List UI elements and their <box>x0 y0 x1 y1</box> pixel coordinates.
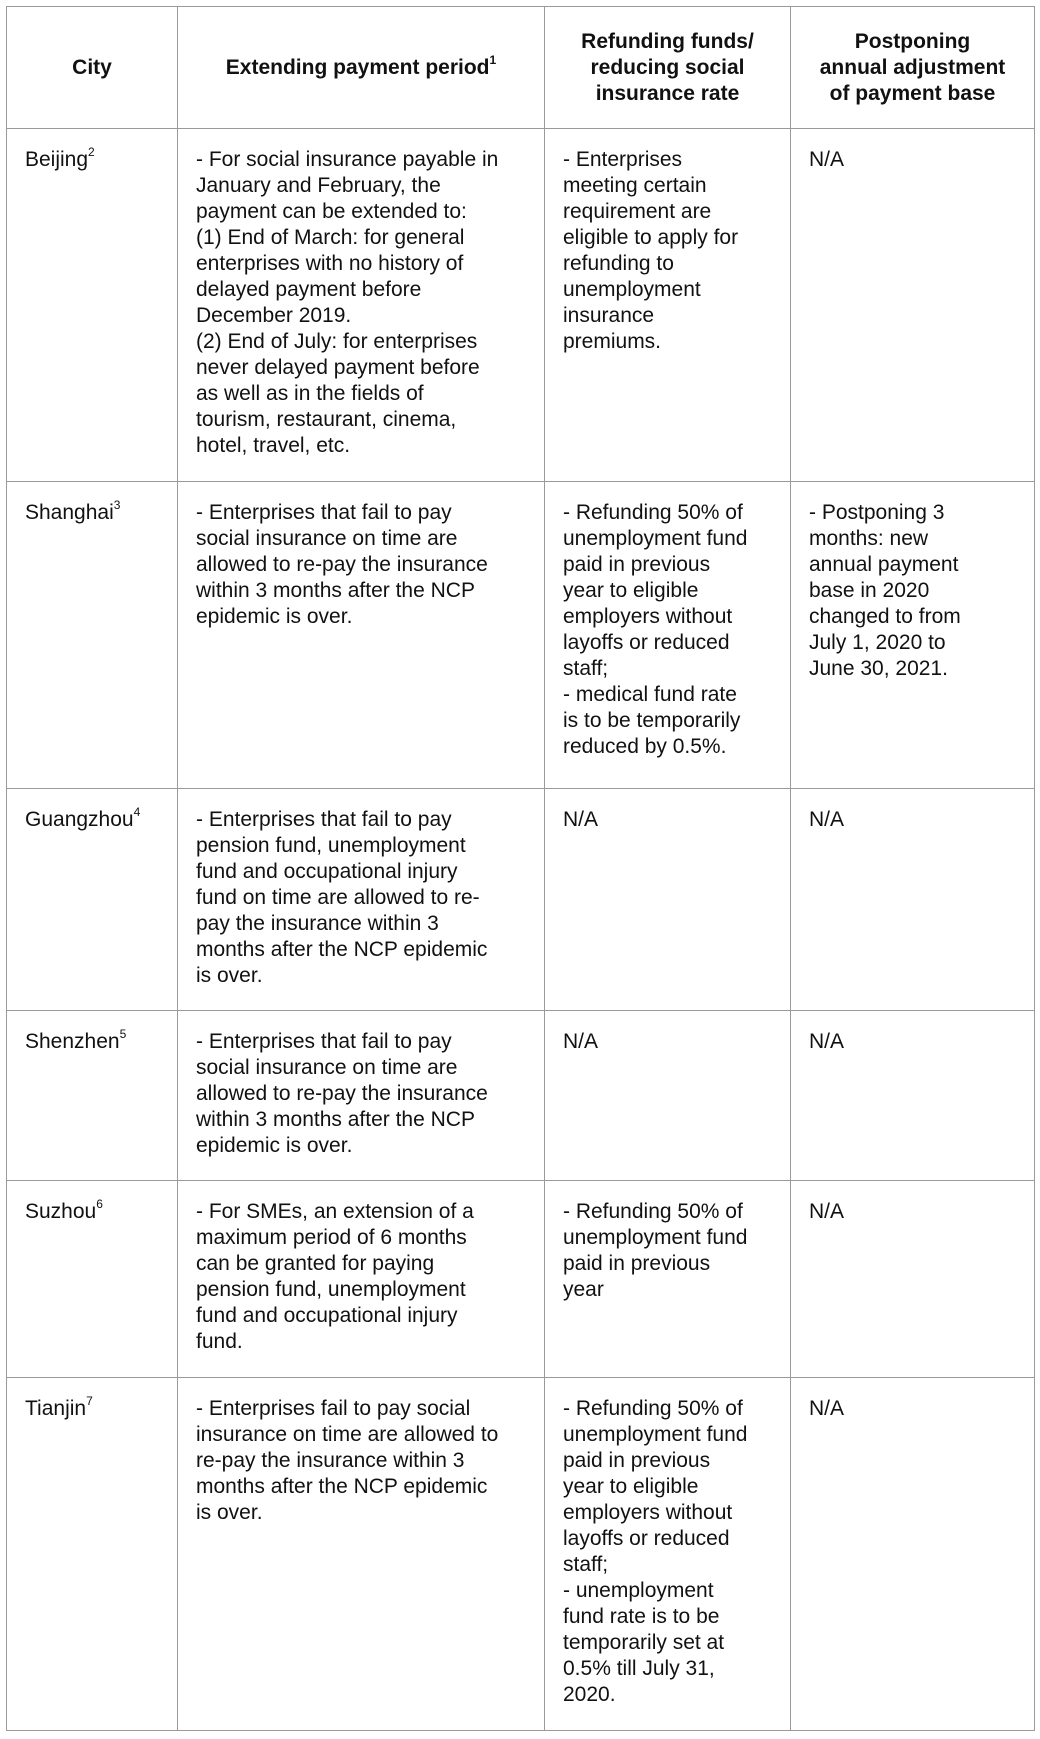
footnote-marker: 7 <box>86 1394 93 1408</box>
city-cell: Guangzhou$^4$ <box>7 789 178 1011</box>
extending-cell: - For social insurance payable in January and February, the payment can be extended to: (1) End of March: for general enterprises with no history of delayed payment before December 2019. (2) End of July: for enterprises never delayed payment before as well as in the fields of tourism, restaurant, cinema, hotel, travel, etc. <box>178 129 545 482</box>
header-city: City <box>7 7 178 129</box>
city-cell: Beijing$^2$ <box>7 129 178 482</box>
extending-cell: - For SMEs, an extension of a maximum period of 6 months can be granted for paying pension fund, unemployment fund and occupational injury fund. <box>178 1181 545 1378</box>
refunding-cell: - Refunding 50% of unemployment fund paid in previous year <box>545 1181 791 1378</box>
table-row <box>7 129 1035 482</box>
refunding-cell: N/A <box>545 1011 791 1181</box>
footnote-marker: 5 <box>119 1027 127 1041</box>
city-cell: Shenzhen$^5$ <box>7 1011 178 1181</box>
postponing-cell: N/A <box>791 789 1035 1011</box>
social-insurance-policy-table <box>6 6 1035 1731</box>
refunding-cell: - Refunding 50% of unemployment fund paid in previous year to eligible employers without layoffs or reduced staff; - medical fund rate is to be temporarily reduced by 0.5%. <box>545 482 791 789</box>
extending-cell: - Enterprises fail to pay social insurance on time are allowed to re-pay the insurance within 3 months after the NCP epidemic is over. <box>178 1378 545 1731</box>
footnote-marker: 3 <box>113 498 121 512</box>
postponing-cell: N/A <box>791 1378 1035 1731</box>
refunding-cell: - Refunding 50% of unemployment fund paid in previous year to eligible employers without layoffs or reduced staff; - unemployment fund rate is to be temporarily set at 0.5% till July 31, 2020. <box>545 1378 791 1731</box>
footnote-marker: 4 <box>133 805 141 819</box>
table-header-row <box>7 7 1035 129</box>
footnote-marker: 2 <box>88 145 95 159</box>
table-row <box>7 789 1035 1011</box>
header-extending-payment-period: Extending payment period$^1$ <box>178 7 545 129</box>
city-cell: Tianjin$^7$ <box>7 1378 178 1731</box>
table-row <box>7 1181 1035 1378</box>
postponing-cell: N/A <box>791 129 1035 482</box>
header-refunding-funds: Refunding funds/ reducing social insurance rate <box>545 7 791 129</box>
postponing-cell: - Postponing 3 months: new annual payment base in 2020 changed to from July 1, 2020 to June 30, 2021. <box>791 482 1035 789</box>
table-row <box>7 482 1035 789</box>
footnote-marker: 6 <box>96 1197 103 1211</box>
table-row <box>7 1011 1035 1181</box>
header-postponing-adjustment: Postponing annual adjustment of payment base <box>791 7 1035 129</box>
footnote-marker: 1 <box>489 52 497 67</box>
table-row <box>7 1378 1035 1731</box>
extending-cell: - Enterprises that fail to pay social insurance on time are allowed to re-pay the insurance within 3 months after the NCP epidemic is over. <box>178 1011 545 1181</box>
extending-cell: - Enterprises that fail to pay social insurance on time are allowed to re-pay the insurance within 3 months after the NCP epidemic is over. <box>178 482 545 789</box>
refunding-cell: N/A <box>545 789 791 1011</box>
extending-cell: - Enterprises that fail to pay pension fund, unemployment fund and occupational injury fund on time are allowed to re- pay the insurance within 3 months after the NCP epidemic is over. <box>178 789 545 1011</box>
refunding-cell: - Enterprises meeting certain requirement are eligible to apply for refunding to unemployment insurance premiums. <box>545 129 791 482</box>
city-cell: Suzhou$^6$ <box>7 1181 178 1378</box>
postponing-cell: N/A <box>791 1181 1035 1378</box>
city-cell: Shanghai$^3$ <box>7 482 178 789</box>
postponing-cell: N/A <box>791 1011 1035 1181</box>
